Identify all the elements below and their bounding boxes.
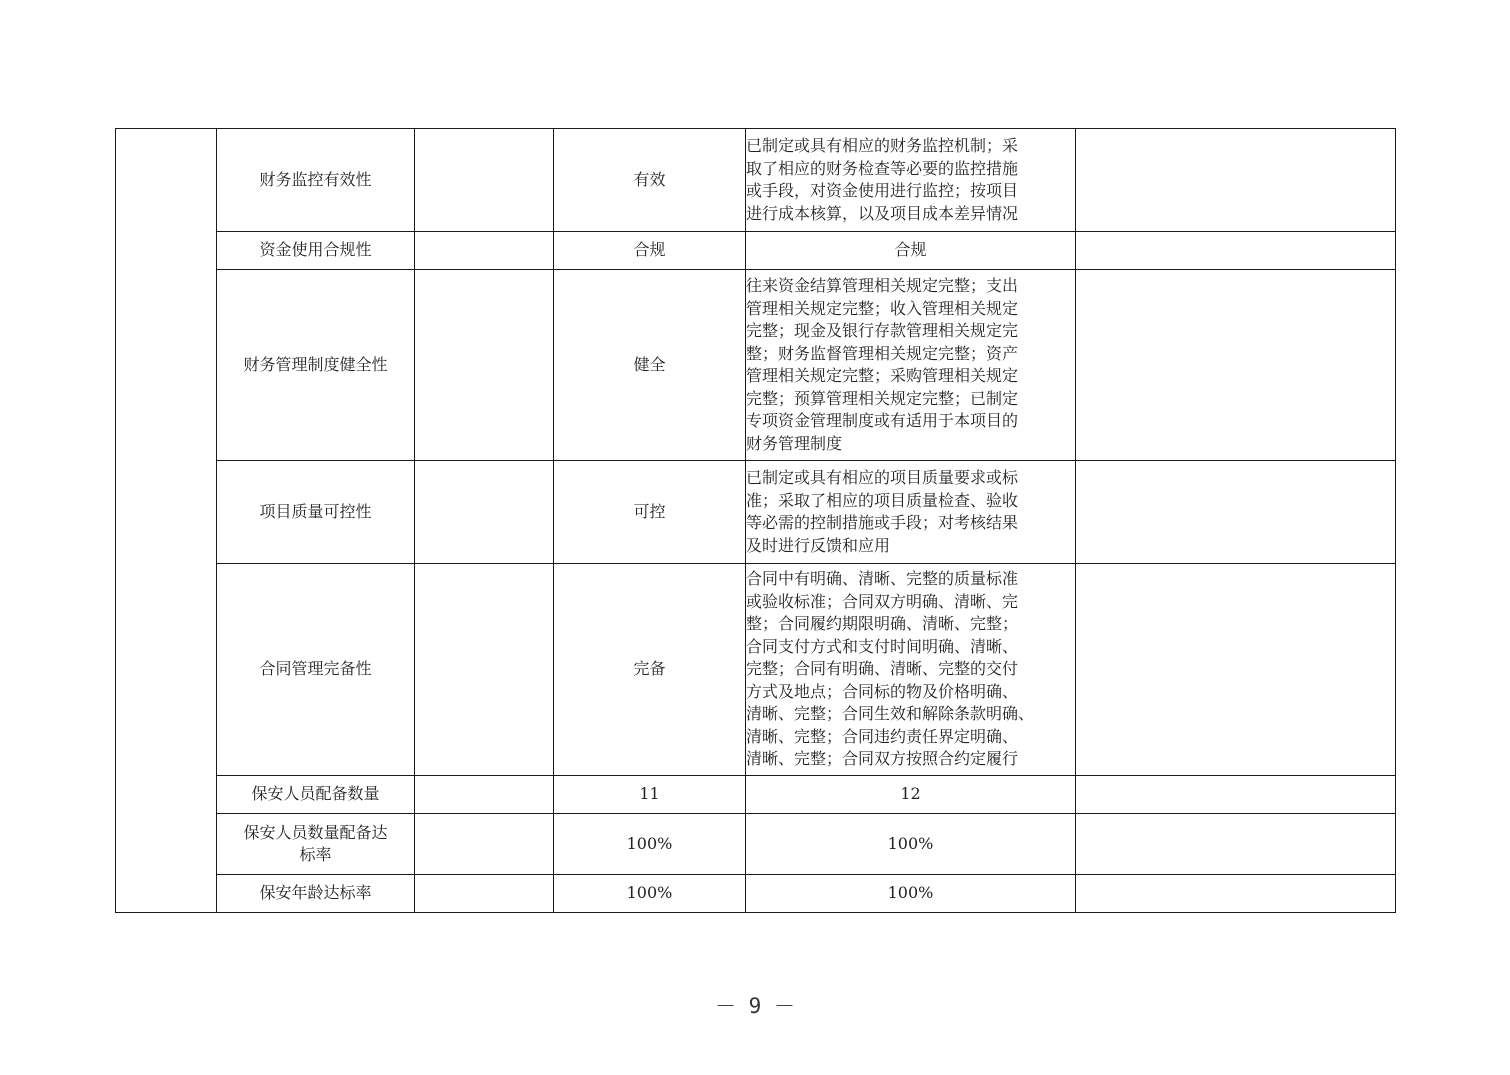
standard-line: 整；合同履约期限明确、清晰、完整； <box>746 614 1019 634</box>
annual-target-cell <box>415 814 554 875</box>
standard-line: 完整；现金及银行存款管理相关规定完 <box>746 321 1019 340</box>
remark-cell <box>1076 776 1396 814</box>
standard-line: 财务管理制度 <box>746 433 843 453</box>
value-cell: 100% <box>554 814 746 875</box>
standard-line: 或验收标准；合同双方明确、清晰、完 <box>746 591 1019 611</box>
standard-cell <box>746 776 1076 814</box>
table-row <box>116 875 1396 913</box>
standard-line: 方式及地点；合同标的物及价格明确、 <box>746 681 1019 701</box>
table-row <box>116 814 1396 875</box>
standard-line: 已制定或具有相应的财务监控机制；采 <box>746 136 1019 155</box>
indicator-name-cell: 保安人员配备数量 <box>217 776 415 814</box>
standard-cell <box>746 232 1076 270</box>
standard-cell <box>746 875 1076 913</box>
annual-target-cell <box>415 776 554 814</box>
standard-line: 管理相关规定完整；采购管理相关规定 <box>746 366 1019 385</box>
standard-cell <box>746 564 1076 776</box>
standard-line: 合同中有明确、清晰、完整的质量标准 <box>746 569 1019 589</box>
value-cell: 健全 <box>554 270 746 461</box>
annual-target-cell <box>415 270 554 461</box>
standard-cell <box>746 270 1076 461</box>
table-row <box>116 270 1396 461</box>
table-row <box>116 776 1396 814</box>
remark-cell <box>1076 875 1396 913</box>
indicator-name-cell: 合同管理完备性 <box>217 564 415 776</box>
indicator-name-cell: 财务监控有效性 <box>217 129 415 232</box>
standard-line: 已制定或具有相应的项目质量要求或标 <box>746 468 1019 487</box>
indicator-name-cell: 财务管理制度健全性 <box>217 270 415 461</box>
standard-cell <box>746 461 1076 564</box>
standard-line: 取了相应的财务检查等必要的监控措施 <box>746 158 1019 178</box>
standard-line: 100% <box>887 883 934 903</box>
standard-line: 完整；合同有明确、清晰、完整的交付 <box>746 659 1019 679</box>
value-cell: 可控 <box>554 461 746 564</box>
annual-target-cell <box>415 232 554 270</box>
standard-line: 整；财务监督管理相关规定完整；资产 <box>746 343 1019 363</box>
standard-line: 合同支付方式和支付时间明确、清晰、 <box>746 636 1019 656</box>
standard-line: 100% <box>887 833 934 853</box>
standard-line: 往来资金结算管理相关规定完整；支出 <box>746 276 1019 295</box>
standard-line: 清晰、完整；合同生效和解除条款明确、 <box>746 704 1035 724</box>
table-row <box>116 129 1396 232</box>
standard-line: 准；采取了相应的项目质量检查、验收 <box>746 490 1019 510</box>
annual-target-cell <box>415 564 554 776</box>
table-row <box>116 564 1396 776</box>
standard-line: 进行成本核算，以及项目成本差异情况 <box>746 203 1019 223</box>
standard-line: 清晰、完整；合同双方按照合约定履行 <box>746 749 1019 769</box>
standard-line: 及时进行反馈和应用 <box>746 535 891 555</box>
value-cell: 100% <box>554 875 746 913</box>
indicator-name-cell: 资金使用合规性 <box>217 232 415 270</box>
standard-line: 合规 <box>894 240 927 260</box>
standard-line: 完整；预算管理相关规定完整；已制定 <box>746 388 1019 408</box>
remark-cell <box>1076 814 1396 875</box>
annual-target-cell <box>415 875 554 913</box>
value-cell: 11 <box>554 776 746 814</box>
page-number: － 9 － <box>715 994 795 1018</box>
standard-cell <box>746 129 1076 232</box>
table-row <box>116 461 1396 564</box>
indicator-name-cell: 项目质量可控性 <box>217 461 415 564</box>
indicator-table <box>115 128 1396 913</box>
indicator-name-line: 保安人员数量配备达 <box>243 822 388 842</box>
value-cell: 合规 <box>554 232 746 270</box>
standard-line: 专项资金管理制度或有适用于本项目的 <box>746 411 1019 430</box>
standard-cell <box>746 814 1076 875</box>
standard-line: 等必需的控制措施或手段；对考核结果 <box>746 513 1019 532</box>
remark-cell <box>1076 461 1396 564</box>
value-cell: 完备 <box>554 564 746 776</box>
annual-target-cell <box>415 129 554 232</box>
indicator-name-line: 标率 <box>299 845 332 864</box>
remark-cell <box>1076 564 1396 776</box>
standard-line: 12 <box>900 784 921 804</box>
standard-line: 或手段，对资金使用进行监控；按项目 <box>746 181 1019 200</box>
remark-cell <box>1076 270 1396 461</box>
standard-line: 管理相关规定完整；收入管理相关规定 <box>746 298 1019 318</box>
category-cell <box>116 129 217 913</box>
annual-target-cell <box>415 461 554 564</box>
indicator-name-cell: 保安年龄达标率 <box>217 875 415 913</box>
standard-line: 清晰、完整；合同违约责任界定明确、 <box>746 726 1019 746</box>
table-row <box>116 232 1396 270</box>
remark-cell <box>1076 232 1396 270</box>
value-cell: 有效 <box>554 129 746 232</box>
remark-cell <box>1076 129 1396 232</box>
indicator-name-cell <box>217 814 415 875</box>
